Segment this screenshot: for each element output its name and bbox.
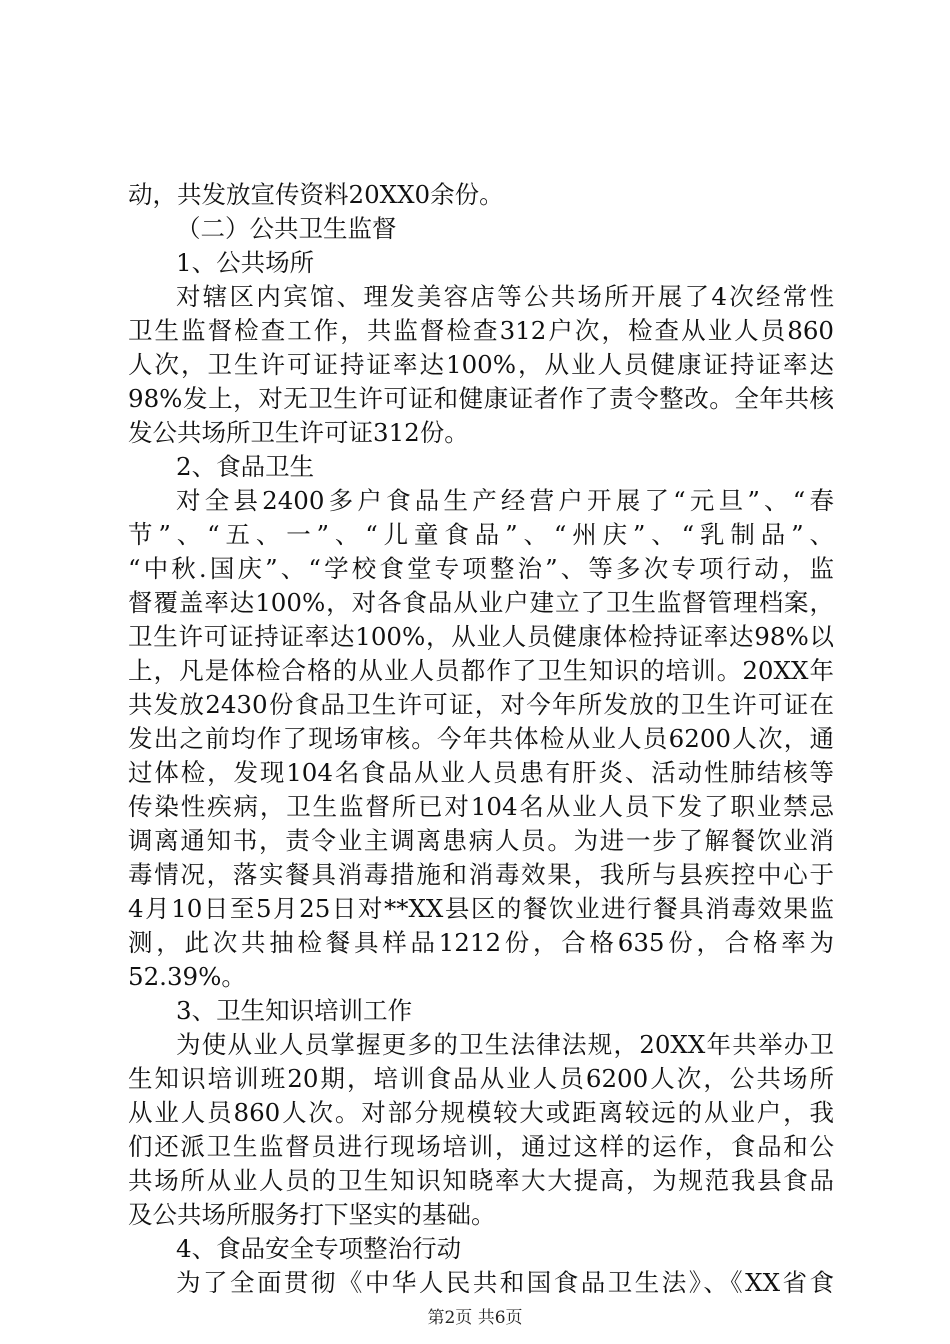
body-text-line: 从业人员860人次。对部分规模较大或距离较远的从业户，我: [128, 1098, 834, 1127]
body-text-line: 对全县2400多户食品生产经营户开展了“元旦”、“春: [176, 486, 834, 515]
body-text-line: 发出之前均作了现场审核。今年共体检从业人员6200人次，通: [128, 724, 834, 753]
body-text-line: 为了全面贯彻《中华人民共和国食品卫生法》、《XX省食: [176, 1268, 834, 1297]
body-text-line: 共场所从业人员的卫生知识知晓率大大提高，为规范我县食品: [128, 1166, 834, 1195]
body-text-line: 生知识培训班20期，培训食品从业人员6200人次，公共场所: [128, 1064, 834, 1093]
body-text-line: 动，共发放宣传资料20XX0余份。: [128, 180, 504, 209]
body-text-line: 测，此次共抽检餐具样品1212份，合格635份，合格率为: [128, 928, 834, 957]
body-text-line: 毒情况，落实餐具消毒措施和消毒效果，我所与县疾控中心于: [128, 860, 834, 889]
body-text-line: 对辖区内宾馆、理发美容店等公共场所开展了4次经常性: [176, 282, 834, 311]
subsection-heading: 3、卫生知识培训工作: [176, 996, 413, 1025]
body-text-line: 卫生许可证持证率达100%，从业人员健康体检持证率达98%以: [128, 622, 834, 651]
body-text-line: 52.39%。: [128, 962, 246, 991]
body-text-line: 们还派卫生监督员进行现场培训，通过这样的运作，食品和公: [128, 1132, 834, 1161]
body-text-line: “中秋.国庆”、“学校食堂专项整治”、等多次专项行动，监: [128, 554, 834, 583]
body-text-line: 调离通知书，责令业主调离患病人员。为进一步了解餐饮业消: [128, 826, 834, 855]
body-text-line: 上，凡是体检合格的从业人员都作了卫生知识的培训。20XX年: [128, 656, 834, 685]
page-footer: 第2页 共6页: [427, 1308, 523, 1328]
body-text-line: 及公共场所服务打下坚实的基础。: [128, 1200, 496, 1229]
body-text-line: 98%发上，对无卫生许可证和健康证者作了责令整改。全年共核: [128, 384, 834, 413]
body-text-line: 卫生监督检查工作，共监督检查312户次，检查从业人员860: [128, 316, 834, 345]
body-text-line: 过体检，发现104名食品从业人员患有肝炎、活动性肺结核等: [128, 758, 834, 787]
body-text-line: 为使从业人员掌握更多的卫生法律法规，20XX年共举办卫: [176, 1030, 834, 1059]
section-heading: （二）公共卫生监督: [176, 214, 397, 243]
body-text-line: 人次，卫生许可证持证率达100%，从业人员健康证持证率达: [128, 350, 834, 379]
subsection-heading: 4、食品安全专项整治行动: [176, 1234, 462, 1263]
body-text-line: 共发放2430份食品卫生许可证，对今年所发放的卫生许可证在: [128, 690, 834, 719]
body-text-line: 传染性疾病，卫生监督所已对104名从业人员下发了职业禁忌: [128, 792, 834, 821]
subsection-heading: 1、公共场所: [176, 248, 315, 277]
body-text-line: 发公共场所卫生许可证312份。: [128, 418, 469, 447]
subsection-heading: 2、食品卫生: [176, 452, 315, 481]
body-text-line: 督覆盖率达100%，对各食品从业户建立了卫生监督管理档案，: [128, 588, 834, 617]
body-text-line: 4月10日至5月25日对**XX县区的餐饮业进行餐具消毒效果监: [128, 894, 834, 923]
body-text-line: 节”、“五、一”、“儿童食品”、“州庆”、“乳制品”、: [128, 520, 834, 549]
